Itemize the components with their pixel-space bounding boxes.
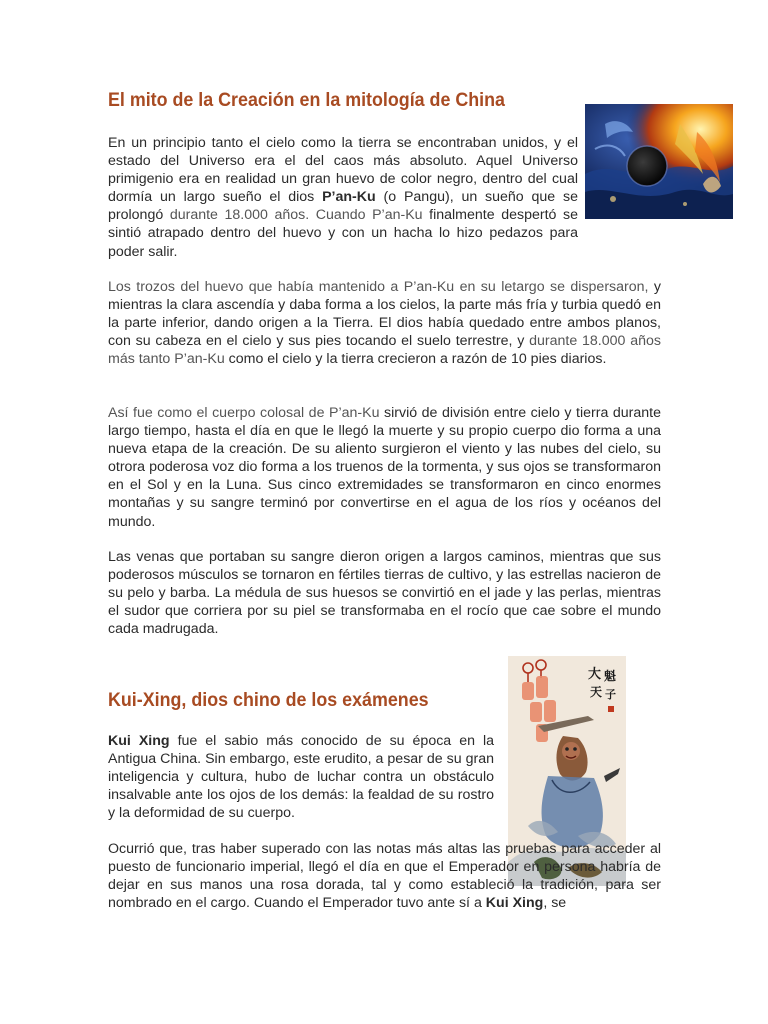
paragraph-kui-xing-1 [108,732,494,822]
text-run: sirvió de división entre cielo y tierra durante largo tiempo, hasta el día en que le llegó la muerte y su propio cuerpo dio forma a una nueva etapa de la creación. De su aliento surgieron el viento y las nubes del cielo, su otrora poderosa voz dio forma a los truenos de la tormenta, y sus ojos se transformaron en el Sol y en la Luna. Sus cinco extremidades se transformaron en cinco enormes montañas y su sangre terminó por convertirse en el agua de los ríos y océanos del mundo. [108,405,661,530]
text-run-light: durante 18.000 años más tanto P’an-Ku [108,333,661,368]
svg-text:大: 大 [588,667,602,682]
text-run: (o Pangu), un sueño que se prolongó [108,189,578,224]
text-run: fue el sabio más conocido de su época en la Antigua China. Sin embargo, este erudito, a pesar de su gran inteligencia y cultura, hubo de luchar contra un obstáculo insalvable ante los ojos de los demás: la fealdad de su rostro y la deformidad de su cuerpo. [108,733,494,822]
section-title-creation-myth: El mito de la Creación en la mitología de China [108,90,505,111]
paragraph-creation-1 [108,134,578,261]
bold-name: Kui Xing [108,733,170,749]
text-run: En un principio tanto el cielo como la tierra se encontraban unidos, y el estado del Universo era el del caos más absoluto. Aquel Universo primigenio era en realidad un gran huevo de color negro, dentro del cual dormía un largo sueño el dios [108,135,578,206]
pangu-painting-image [585,104,733,219]
svg-text:天: 天 [590,685,603,699]
svg-text:魁: 魁 [604,669,617,683]
text-run-light: Así fue como el cuerpo colosal de P’an-Ku [108,405,380,421]
text-run: Ocurrió que, tras haber superado con las notas más altas las pruebas para acceder al puesto de funcionario imperial, llegó el día en que el Emperador en persona habría de dejar en sus manos una rosa dorada, tal y como estableció la tradición, para ser nombrado en el cargo. Cuando el Emperador tuvo ante sí a [108,841,661,912]
svg-text:子: 子 [605,688,616,701]
paragraph-creation-3 [108,404,661,531]
paragraph-kui-xing-2 [108,840,661,912]
text-run: como el cielo y la tierra crecieron a razón de 10 pies diarios. [224,351,607,368]
text-run-light: durante 18.000 años. Cuando P’an-Ku [169,207,423,224]
text-run: y mientras la clara ascendía y daba forma a los cielos, la parte más fría y turbia quedó en la parte inferior, dando origen a la Tierra. El dios había quedado entre ambos planos, con su cabeza en el cielo y sus pies tocando el suelo terrestre, y [108,279,661,350]
text-run: finalmente despertó se sintió atrapado dentro del huevo y con un hacha lo hizo pedazos para poder salir. [108,207,578,260]
paragraph-creation-2 [108,278,661,368]
bold-name: P’an-Ku [322,189,376,206]
text-run: , se [543,895,567,912]
text-run-light: Los trozos del huevo que había mantenido a P’an-Ku en su letargo se dispersaron, [108,279,649,295]
section-title-kui-xing: Kui-Xing, dios chino de los exámenes [108,690,429,711]
paragraph-creation-4: Las venas que portaban su sangre dieron origen a largos caminos, mientras que sus poderosos músculos se tornaron en fértiles tierras de cultivo, y las estrellas nacieron de su pelo y barba. La médula de sus huesos se convirtió en el jade y las perlas, mientras el sudor que corriera por su piel se transformaba en el rocío que cae sobre el mundo cada madrugada. [108,549,661,638]
bold-name: Kui Xing [485,895,544,912]
